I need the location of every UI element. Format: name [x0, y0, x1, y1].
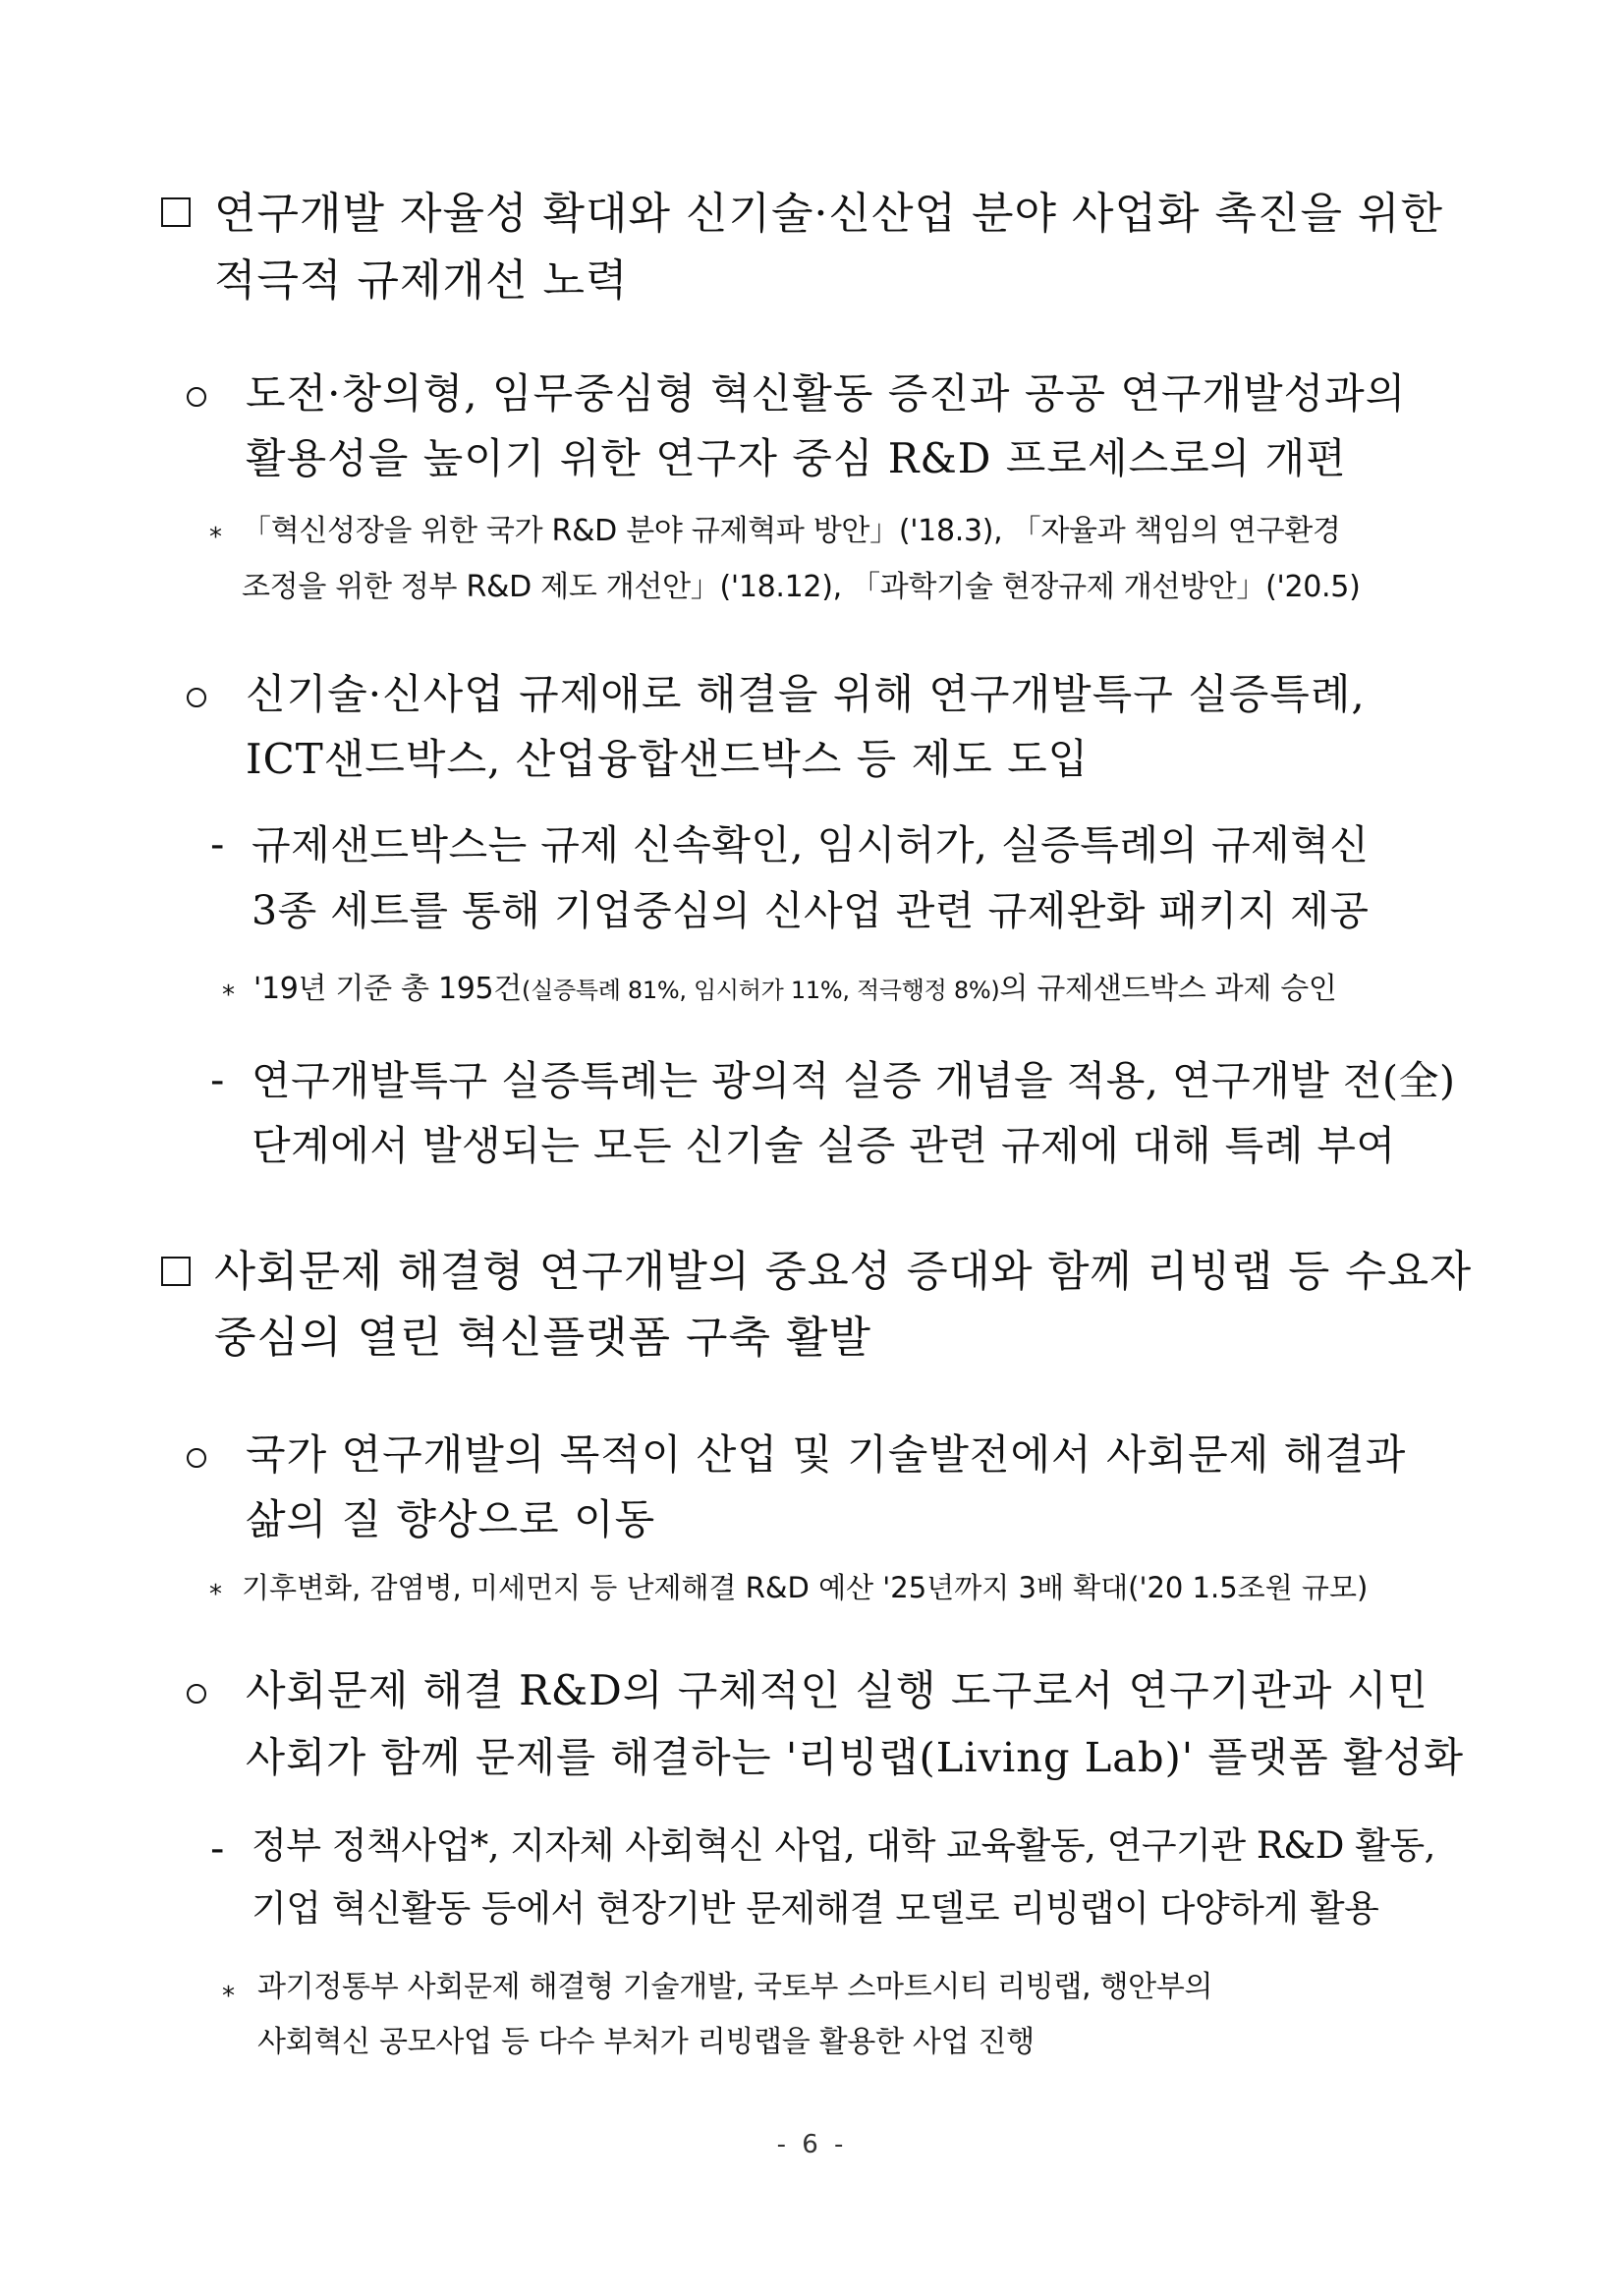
note-suffix: 의 규제샌드박스 과제 승인 [999, 972, 1337, 1006]
dash-bullet-icon: - [210, 822, 225, 868]
section-2-subitem-1-note-line-2: 사회혁신 공모사업 등 다수 부처가 리빙랩을 활용한 사업 진행 [257, 2025, 1035, 2059]
circle-bullet-icon [187, 387, 206, 407]
square-bullet-icon [161, 1257, 191, 1286]
note-asterisk-icon: * [209, 1580, 222, 1609]
section-2-heading-line-2: 중심의 열린 혁신플랫폼 구축 활발 [214, 1313, 871, 1363]
section-2-item-2-line-2: 사회가 함께 문제를 해결하는 '리빙랩(Living Lab)' 플랫폼 활성화 [246, 1733, 1465, 1781]
circle-bullet-icon [187, 1684, 206, 1704]
page-number: - 6 - [776, 2130, 848, 2159]
section-1-item-2-line-2: ICT샌드박스, 산업융합샌드박스 등 제도 도입 [246, 735, 1090, 783]
section-1-item-2-line-1: 신기술·신사업 규제애로 해결을 위해 연구개발특구 실증특례, [246, 670, 1366, 718]
circle-bullet-icon [187, 1448, 206, 1468]
note-detail: (실증특례 81%, 임시허가 11%, 적극행정 8%) [522, 977, 1000, 1004]
section-1-subitem-1-line-1: 규제샌드박스는 규제 신속확인, 임시허가, 실증특례의 규제혁신 [252, 821, 1370, 868]
section-1-subitem-2-line-2: 단계에서 발생되는 모든 신기술 실증 관련 규제에 대해 특례 부여 [252, 1122, 1396, 1169]
dash-bullet-icon: - [210, 1826, 225, 1872]
dash-bullet-icon: - [210, 1058, 225, 1103]
note-prefix: '19년 기준 총 195건 [253, 972, 522, 1006]
section-1-subitem-2-line-1: 연구개발특구 실증특례는 광의적 실증 개념을 적용, 연구개발 전(全) [252, 1057, 1456, 1104]
section-2-item-1-note-line-1: 기후변화, 감염병, 미세먼지 등 난제해결 R&D 예산 '25년까지 3배 확대('20 1.5조원 규모) [242, 1571, 1369, 1604]
section-2-subitem-1-line-2: 기업 혁신활동 등에서 현장기반 문제해결 모델로 리빙랩이 다양하게 활용 [252, 1887, 1379, 1930]
note-asterisk-icon: * [209, 523, 222, 552]
section-1-item-1-line-2: 활용성을 높이기 위한 연구자 중심 R&D 프로세스로의 개편 [246, 434, 1347, 482]
square-bullet-icon [161, 197, 191, 227]
section-2-subitem-1-note-line-1: 과기정통부 사회문제 해결형 기술개발, 국토부 스마트시티 리빙랩, 행안부의 [257, 1970, 1213, 2004]
section-2-item-1-line-2: 삶의 질 향상으로 이동 [246, 1495, 656, 1543]
note-asterisk-icon: * [222, 980, 235, 1010]
section-1-item-1-note-line-1: 「혁신성장을 위한 국가 R&D 분야 규제혁파 방안」('18.3), 「자율과 책임의 연구환경 [242, 514, 1341, 548]
section-1-item-1-line-1: 도전·창의형, 임무중심형 혁신활동 증진과 공공 연구개발성과의 [246, 369, 1407, 418]
section-1-heading-line-1: 연구개발 자율성 확대와 신기술·신산업 분야 사업화 촉진을 위한 [214, 189, 1443, 239]
section-2-item-1-line-1: 국가 연구개발의 목적이 산업 및 기술발전에서 사회문제 해결과 [246, 1430, 1407, 1479]
section-1-item-1-note-line-2: 조정을 위한 정부 R&D 제도 개선안」('18.12), 「과학기술 현장규제 개선방안」('20.5) [242, 570, 1361, 604]
circle-bullet-icon [187, 688, 206, 707]
note-asterisk-icon: * [222, 1982, 235, 2011]
section-2-item-2-line-1: 사회문제 해결 R&D의 구체적인 실행 도구로서 연구기관과 시민 [246, 1666, 1428, 1714]
section-2-heading-line-1: 사회문제 해결형 연구개발의 중요성 증대와 함께 리빙랩 등 수요자 [214, 1248, 1473, 1297]
section-1-subitem-1-line-2: 3종 세트를 통해 기업중심의 신사업 관련 규제완화 패키지 제공 [252, 887, 1370, 934]
section-1-subitem-1-note [253, 972, 1337, 1006]
section-2-subitem-1-line-1: 정부 정책사업*, 지자체 사회혁신 사업, 대학 교육활동, 연구기관 R&D 활동, [252, 1824, 1435, 1867]
section-1-heading-line-2: 적극적 규제개선 노력 [214, 255, 629, 306]
